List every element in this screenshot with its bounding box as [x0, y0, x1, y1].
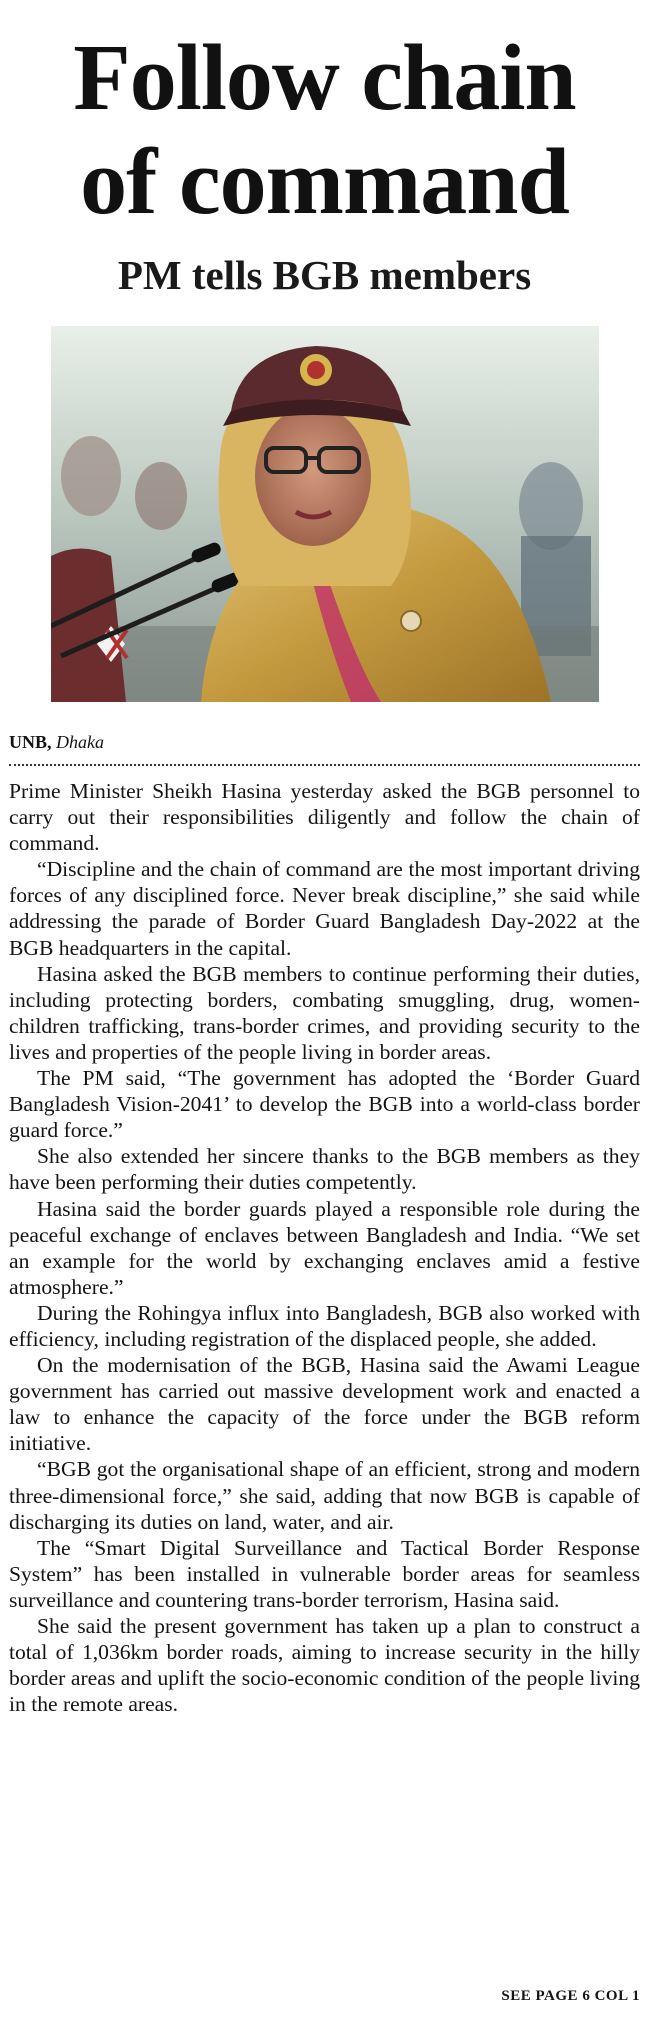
headline — [0, 26, 649, 234]
photo-of-speaker-at-podium-icon — [51, 326, 599, 702]
article-paragraph: “BGB got the organisational shape of an efficient, strong and modern three-dimensional force,” she said, adding that now BGB is capable of discharging its duties on land, water, and air. — [9, 1457, 640, 1534]
article-paragraph: She also extended her sincere thanks to the BGB members as they have been performing their duties competently. — [9, 1144, 640, 1195]
article-paragraph: On the modernisation of the BGB, Hasina said the Awami League government has carried out massive development work and enacted a law to enhance the capacity of the force under the BGB reform initiative. — [9, 1353, 640, 1456]
article-paragraph: Hasina said the border guards played a responsible role during the peaceful exchange of enclaves between Bangladesh and India. “We set an example for the world by exchanging enclaves amid a festive atmosphere.” — [9, 1196, 640, 1299]
headline-line-1: Follow chain — [73, 26, 576, 130]
article-paragraph: The PM said, “The government has adopted the ‘Border Guard Bangladesh Vision-2041’ to develop the BGB into a world-class border guard force.” — [9, 1066, 640, 1143]
subheadline: PM tells BGB members — [117, 252, 532, 298]
article-paragraph: During the Rohingya influx into Bangladesh, BGB also worked with efficiency, including registration of the displaced people, she added. — [9, 1300, 640, 1351]
article-paragraph: Prime Minister Sheikh Hasina yesterday asked the BGB personnel to carry out their responsibilities diligently and follow the chain of command. — [9, 779, 640, 856]
byline — [9, 731, 104, 753]
news-photo — [51, 326, 599, 702]
article-paragraph: Hasina asked the BGB members to continue performing their duties, including protecting borders, combating smuggling, drug, women-children trafficking, trans-border crimes, and providing security to the lives and properties of the people living in border areas. — [9, 961, 640, 1064]
article-body — [9, 778, 640, 1717]
continued-on-page-link[interactable]: SEE PAGE 6 COL 1 — [501, 1988, 640, 2004]
article-paragraph: The “Smart Digital Surveillance and Tactical Border Response System” has been installed in vulnerable border areas for seamless surveillance and countering trans-border terrorism, Hasina said. — [9, 1535, 640, 1612]
article-paragraph: She said the present government has taken up a plan to construct a total of 1,036km border roads, aiming to increase security in the hilly border areas and uplift the socio-economic condition of the people living in the remote areas. — [9, 1614, 640, 1717]
byline-agency: UNB, — [9, 732, 52, 752]
article-paragraph: “Discipline and the chain of command are the most important driving forces of any disciplined force. Never break discipline,” she said while addressing the parade of Border Guard Bangladesh Day-2022 at the BGB headquarters in the capital. — [9, 857, 640, 960]
dotted-divider — [9, 764, 640, 766]
headline-line-2: of command — [80, 130, 569, 234]
byline-place: Dhaka — [56, 732, 105, 752]
